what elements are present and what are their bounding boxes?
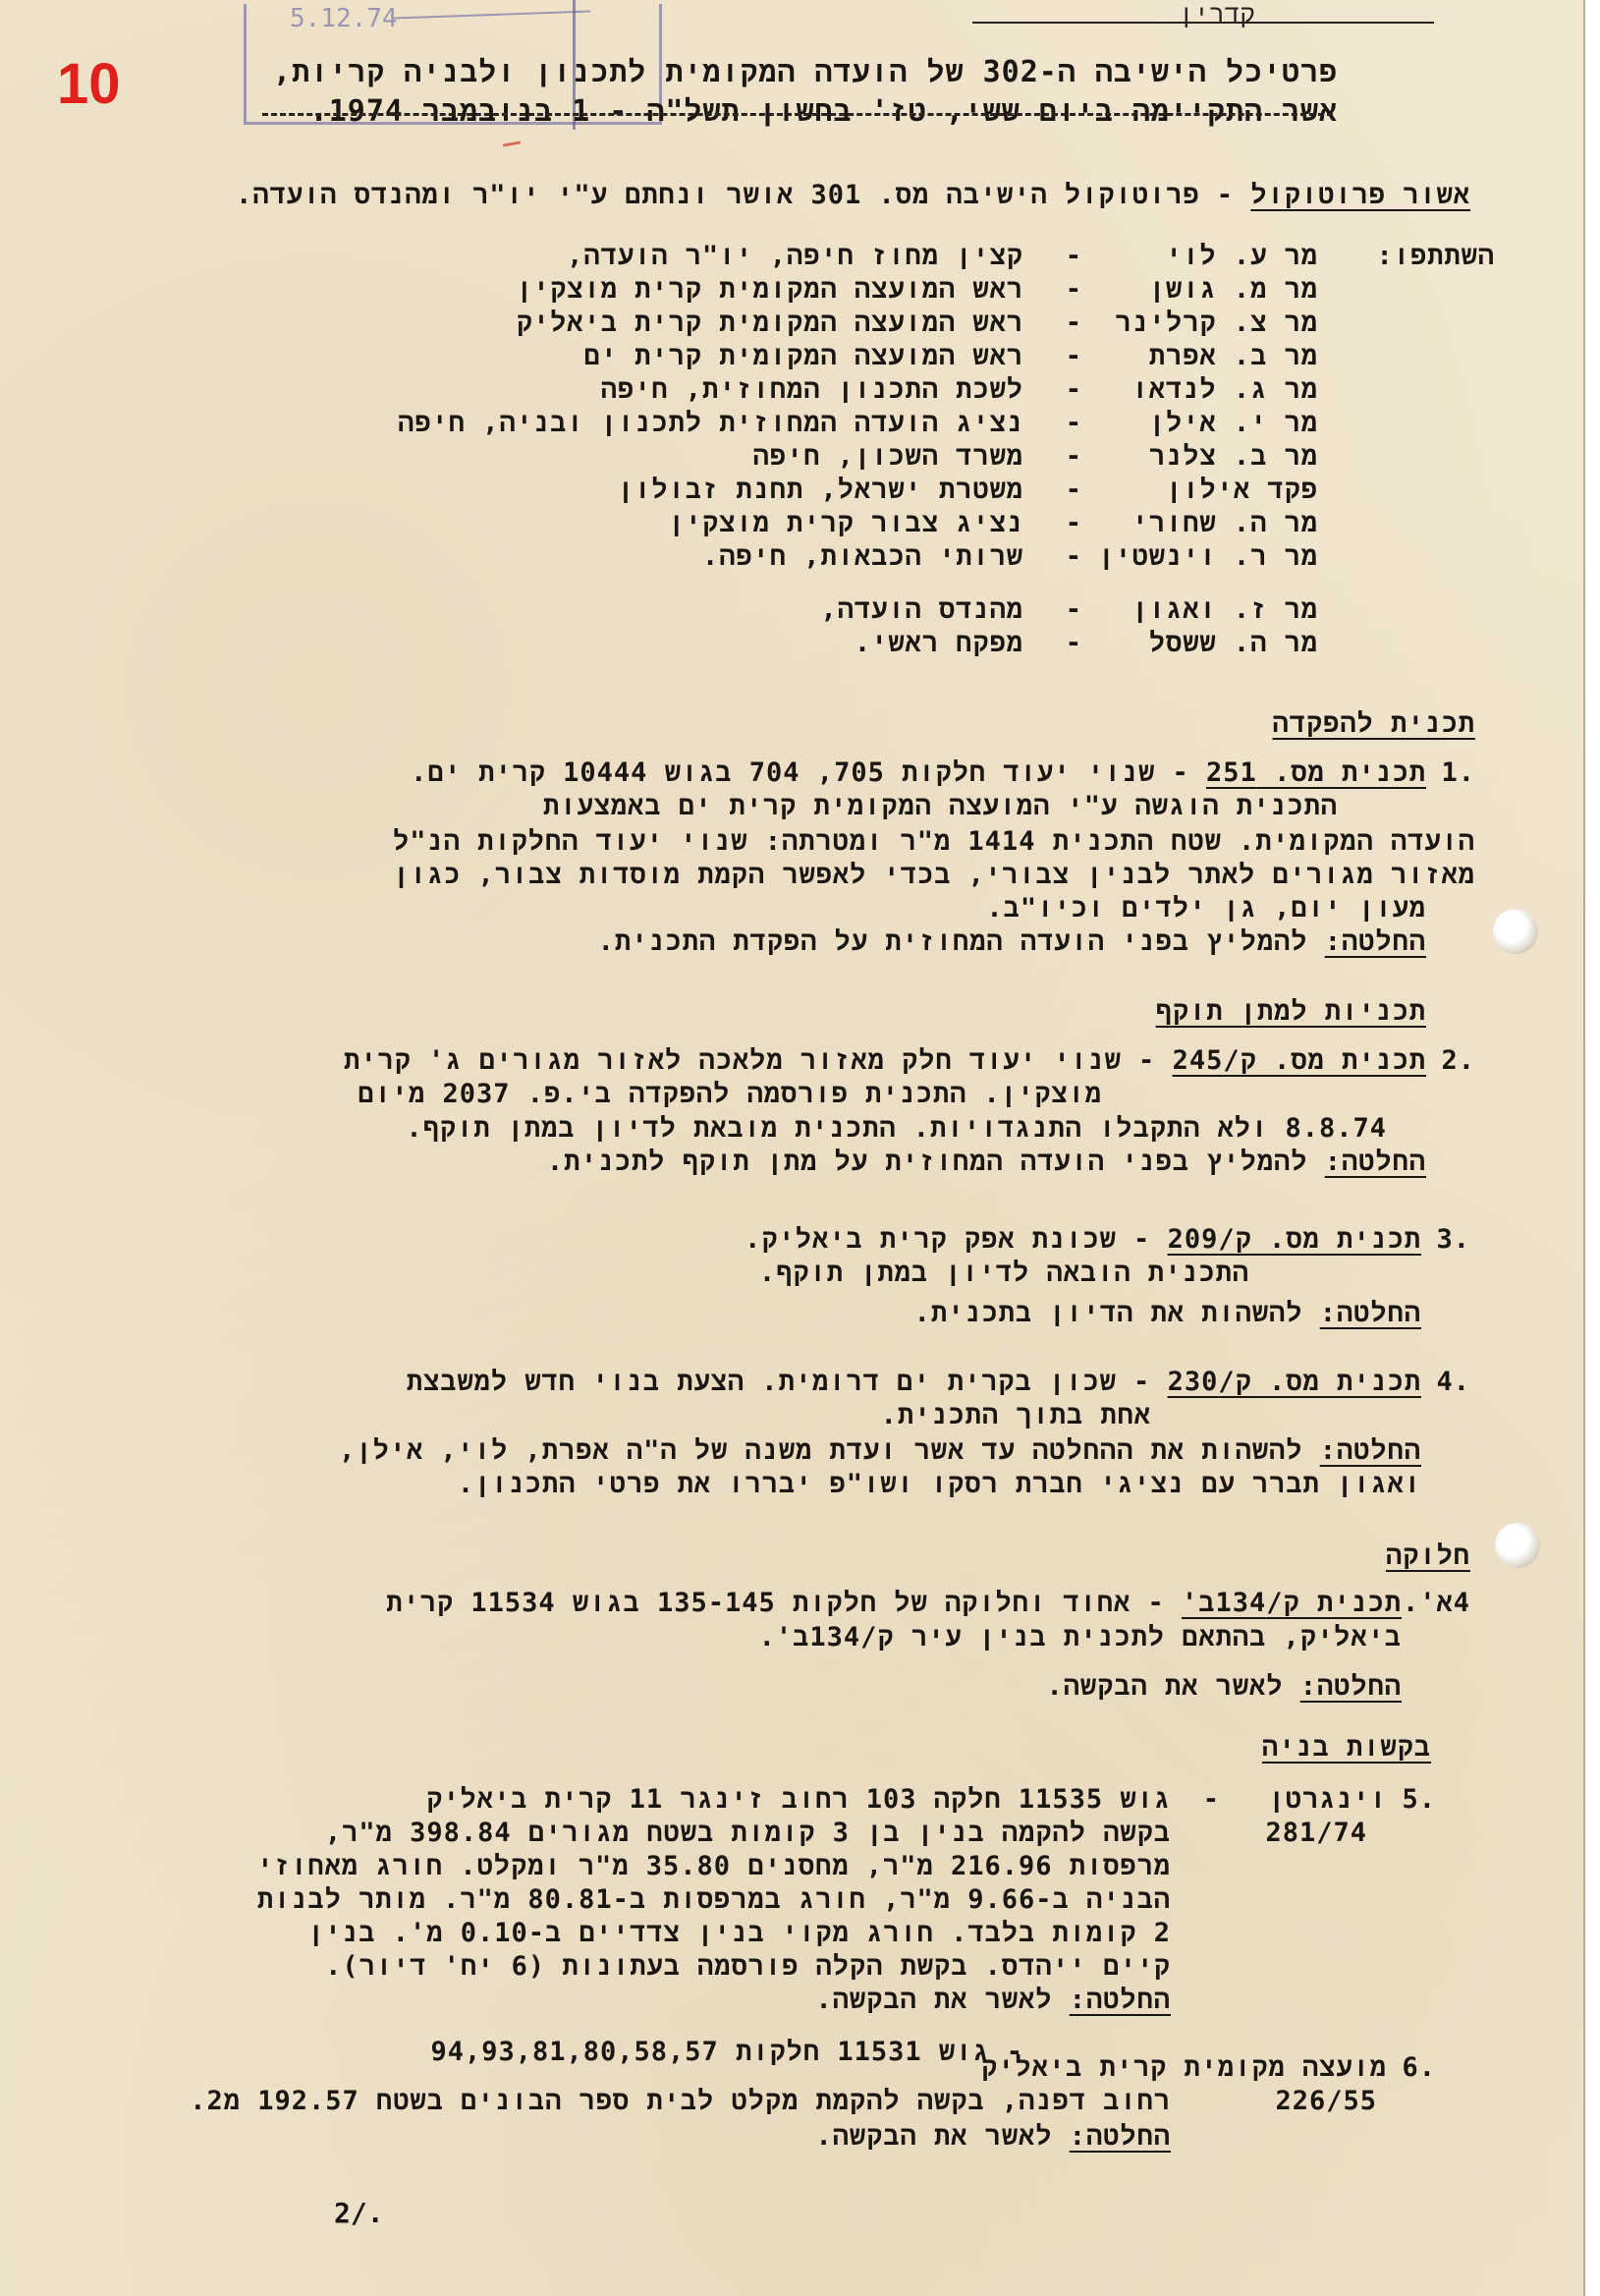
punch-hole bbox=[1493, 909, 1538, 954]
item-text: ביאליק, בהתאם לתכנית בנין עיר ק/134ב'. bbox=[758, 1622, 1402, 1652]
file-number: 226/55 bbox=[1275, 2086, 1377, 2116]
decision-text: להמליץ בפני הועדה המחוזית על מתן תוקף לתכנית. bbox=[546, 1147, 1308, 1177]
header-underline bbox=[262, 113, 1333, 116]
participant-row bbox=[81, 440, 1475, 474]
participant-dash: - bbox=[1065, 541, 1082, 572]
participant-name: מר י. אילן bbox=[1148, 408, 1318, 438]
item-text: הבניה ב-9.66 מ"ר, חורג במרפסות ב-80.81 מ"ר. מותר לבנות bbox=[256, 1884, 1171, 1915]
item-text: מרפסות 216.96 מ"ר, מחסנים 35.80 מ"ר ומקלט. חורג מאחוזי bbox=[256, 1851, 1171, 1881]
item-decision bbox=[815, 2120, 1171, 2154]
participant-name: מר ר. וינשטין bbox=[1098, 541, 1318, 572]
decision-label: החלטה: bbox=[1319, 1298, 1421, 1328]
participant-role: ראש המועצה המקומית קרית ביאליק bbox=[516, 308, 1023, 338]
item-plan-label: תכנית ק/134ב' bbox=[1182, 1588, 1402, 1618]
item-number: 1. bbox=[1441, 757, 1475, 788]
item-text: קיים ייהדס. בקשת הקלה פורסמה בעתונות (6 יח' דיור). bbox=[325, 1951, 1171, 1982]
header-line-2: אשר התקיימה ביום ששי, טז' בחשון תשל"ה - 1 בנובמבר 1974. bbox=[309, 94, 1338, 129]
participant-role: ראש המועצה המקומית קרית מוצקין bbox=[516, 274, 1023, 305]
item-text: מעון יום, גן ילדים וכיו"ב. bbox=[986, 893, 1426, 924]
item-1-line-1 bbox=[411, 756, 1426, 790]
red-pen-mark bbox=[503, 140, 521, 146]
item-text: גוש 11535 חלקה 103 רחוב זינגר 11 קרית ביאליק bbox=[426, 1784, 1171, 1815]
item-text: 8.8.74 ולא התקבלו התנגדויות. התכנית מובאת לדיון במתן תוקף. bbox=[406, 1113, 1387, 1144]
participant-row bbox=[81, 240, 1495, 273]
participant-row bbox=[81, 540, 1475, 574]
participant-dash: - bbox=[1065, 475, 1082, 505]
participant-role: נציג הועדה המחוזית לתכנון ובניה, חיפה bbox=[398, 408, 1023, 438]
participant-row bbox=[81, 340, 1475, 373]
staff-name: מר ה. ששסל bbox=[1148, 628, 1318, 658]
participant-name: מר מ. גושן bbox=[1148, 274, 1318, 305]
item-text: אחת בתוך התכנית. bbox=[880, 1400, 1151, 1430]
participant-role: ראש המועצה המקומית קרית ים bbox=[583, 341, 1023, 371]
top-signature: קדרין bbox=[1179, 0, 1256, 29]
participant-row bbox=[81, 407, 1475, 440]
participant-role: נציג צבור קרית מוצקין bbox=[668, 508, 1023, 538]
item-decision bbox=[1046, 1670, 1402, 1704]
section-heading-building: בקשות בניה bbox=[1261, 1732, 1431, 1763]
item-text: התכנית הוגשה ע"י המועצה המקומית קרית ים באמצעות bbox=[543, 791, 1338, 821]
spacer bbox=[81, 574, 1475, 593]
participant-name: פקד אילון bbox=[1166, 475, 1318, 505]
item-text: מוצקין. התכנית פורסמה להפקדה בי.פ. 2037 מיום bbox=[358, 1079, 1102, 1109]
approval-label: אשור פרוטוקול bbox=[1250, 180, 1470, 210]
item-text: בקשה להקמה בנין בן 3 קומות בשטח מגורים 398.84 מ"ר, bbox=[324, 1818, 1171, 1848]
participant-dash: - bbox=[1065, 441, 1082, 472]
applicant-name: וינגרטן bbox=[1268, 1784, 1387, 1815]
decision-label: החלטה: bbox=[1324, 1147, 1426, 1177]
item-text: - גוש 11531 חלקות 94,93,81,80,58,57 bbox=[430, 2037, 1023, 2067]
section-heading-division: חלוקה bbox=[1385, 1540, 1470, 1571]
decision-text: להמליץ בפני הועדה המחוזית על הפקדת התכנית. bbox=[597, 926, 1308, 957]
staff-row bbox=[81, 593, 1475, 627]
participant-role: משטרת ישראל, תחנת זבולון bbox=[617, 475, 1023, 505]
staff-name: מר ז. ואגון bbox=[1131, 594, 1318, 625]
participants-list bbox=[81, 240, 1495, 660]
item-number: 6. bbox=[1402, 2052, 1436, 2083]
stamp-date: 5.12.74 bbox=[290, 4, 398, 33]
item-decision bbox=[547, 1146, 1426, 1179]
participant-name: מר ב. אפרת bbox=[1148, 341, 1318, 371]
section-heading-validation: תכניות למתן תוקף bbox=[1155, 996, 1426, 1027]
header-line-1: פרטיכל הישיבה ה-302 של הועדה המקומית לתכנון ולבניה קריות, bbox=[273, 55, 1338, 89]
decision-label: החלטה: bbox=[1069, 1985, 1171, 2015]
item-text: - שנוי יעוד חלקות 705, 704 בגוש 10444 קרית ים. bbox=[411, 757, 1189, 788]
item-plan-label: תכנית מס. ק/230 bbox=[1167, 1367, 1421, 1397]
item-text: ואגון תברר עם נציגי חברת רסקו ושו"פ יבררו את פרטי התכנון. bbox=[457, 1469, 1421, 1499]
item-number: 3. bbox=[1436, 1224, 1470, 1255]
decision-label: החלטה: bbox=[1069, 2121, 1171, 2152]
participant-name: מר ב. צלנר bbox=[1148, 441, 1318, 472]
participant-role: שרותי הכבאות, חיפה. bbox=[701, 541, 1023, 572]
participants-label: השתתפו: bbox=[1376, 241, 1495, 271]
item-text: - שכונת אפק קרית ביאליק. bbox=[745, 1224, 1151, 1255]
item-plan-label: תכנית מס. ק/209 bbox=[1167, 1224, 1421, 1255]
item-text: 2 קומות בלבד. חורג מקוי בנין צדדיים ב-0.10 מ'. בנין bbox=[307, 1918, 1171, 1948]
punch-hole bbox=[1495, 1523, 1540, 1568]
item-text: - אחוד וחלוקה של חלקות 135-145 בגוש 11534 קרית bbox=[386, 1588, 1165, 1618]
participant-dash: - bbox=[1065, 241, 1082, 271]
participant-row bbox=[81, 507, 1475, 540]
item-4a-line-1 bbox=[386, 1587, 1402, 1620]
participant-role: לשכת התכנון המחוזית, חיפה bbox=[600, 374, 1023, 405]
participant-role: משרד השכון, חיפה bbox=[752, 441, 1023, 472]
item-number: 4. bbox=[1436, 1367, 1470, 1397]
applicant-name: מועצה מקומית קרית ביאליק bbox=[980, 2052, 1387, 2083]
item-text: הועדה המקומית. שטח התכנית 1414 מ"ר ומטרתה: שנוי יעוד החלקות הנ"ל bbox=[393, 826, 1475, 857]
staff-dash: - bbox=[1065, 594, 1082, 625]
decision-text: להשהות את ההחלטה עד אשר ועדת משנה של ה"ה אפרת, לוי, אילן, bbox=[339, 1435, 1303, 1466]
item-dash: - bbox=[1202, 1784, 1220, 1815]
item-plan-label: תכנית מס. 251 bbox=[1206, 757, 1426, 788]
staff-row bbox=[81, 627, 1475, 660]
approval-line bbox=[236, 179, 1470, 212]
item-decision bbox=[598, 925, 1426, 959]
decision-text: להשהות את הדיון בתכנית. bbox=[913, 1298, 1303, 1328]
page-number: 10 bbox=[57, 52, 121, 116]
participant-dash: - bbox=[1065, 341, 1082, 371]
participant-dash: - bbox=[1065, 374, 1082, 405]
item-2-line-1 bbox=[344, 1044, 1426, 1078]
file-number: 281/74 bbox=[1265, 1818, 1367, 1848]
decision-label: החלטה: bbox=[1319, 1435, 1421, 1466]
item-decision bbox=[339, 1434, 1421, 1468]
item-text: התכנית הובאה לדיון במתן תוקף. bbox=[758, 1258, 1249, 1288]
item-decision bbox=[815, 1984, 1171, 2017]
participant-name: מר ג. לנדאו bbox=[1131, 374, 1318, 405]
approval-text: - פרוטוקול הישיבה מס. 301 אושר ונחתם ע"י יו"ר ומהנדס הועדה. bbox=[236, 180, 1235, 210]
participant-name: מר ע. לוי bbox=[1166, 241, 1318, 271]
participant-row bbox=[81, 273, 1475, 307]
participant-role: קצין מחוז חיפה, יו"ר הועדה, bbox=[567, 241, 1023, 271]
staff-role: מפקח ראשי. bbox=[854, 628, 1023, 658]
item-plan-label: תכנית מס. ק/245 bbox=[1172, 1045, 1426, 1076]
decision-label: החלטה: bbox=[1324, 926, 1426, 957]
decision-label: החלטה: bbox=[1299, 1671, 1402, 1702]
continuation-page-number: 2/. bbox=[334, 2197, 384, 2229]
decision-text: לאשר את הבקשה. bbox=[1046, 1671, 1284, 1702]
stamp-scribble bbox=[394, 11, 590, 20]
participant-dash: - bbox=[1065, 308, 1082, 338]
participant-dash: - bbox=[1065, 508, 1082, 538]
section-heading-deposit: תכנית להפקדה bbox=[1272, 708, 1475, 739]
item-text: - שכון בקרית ים דרומית. הצעת בנוי חדש למשבצת bbox=[406, 1367, 1151, 1397]
participant-name: מר צ. קרלינר bbox=[1115, 308, 1318, 338]
participant-row bbox=[81, 474, 1475, 507]
participant-name: מר ה. שחורי bbox=[1131, 508, 1318, 538]
decision-text: לאשר את הבקשה. bbox=[815, 1985, 1053, 2015]
item-4-line-1 bbox=[407, 1366, 1421, 1399]
item-text: מאזור מגורים לאתר לבנין צבורי, בכדי לאפשר הקמת מוסדות צבור, כגון bbox=[393, 860, 1475, 890]
item-number: 4א'. bbox=[1403, 1588, 1470, 1618]
item-number: 5. bbox=[1402, 1784, 1436, 1815]
item-decision bbox=[914, 1297, 1421, 1330]
item-text: רחוב דפנה, בקשה להקמת מקלט לבית ספר הבונים בשטח 192.57 מ2. bbox=[190, 2086, 1171, 2116]
item-text: - שנוי יעוד חלק מאזור מלאכה לאזור מגורים ג' קרית bbox=[343, 1045, 1156, 1076]
participant-row bbox=[81, 373, 1475, 407]
item-3-line-1 bbox=[745, 1223, 1421, 1257]
participant-dash: - bbox=[1065, 408, 1082, 438]
decision-text: לאשר את הבקשה. bbox=[815, 2121, 1053, 2152]
participant-dash: - bbox=[1065, 274, 1082, 305]
item-number: 2. bbox=[1441, 1045, 1475, 1076]
participant-row bbox=[81, 307, 1475, 340]
staff-dash: - bbox=[1065, 628, 1082, 658]
staff-role: מהנדס הועדה, bbox=[820, 594, 1023, 625]
